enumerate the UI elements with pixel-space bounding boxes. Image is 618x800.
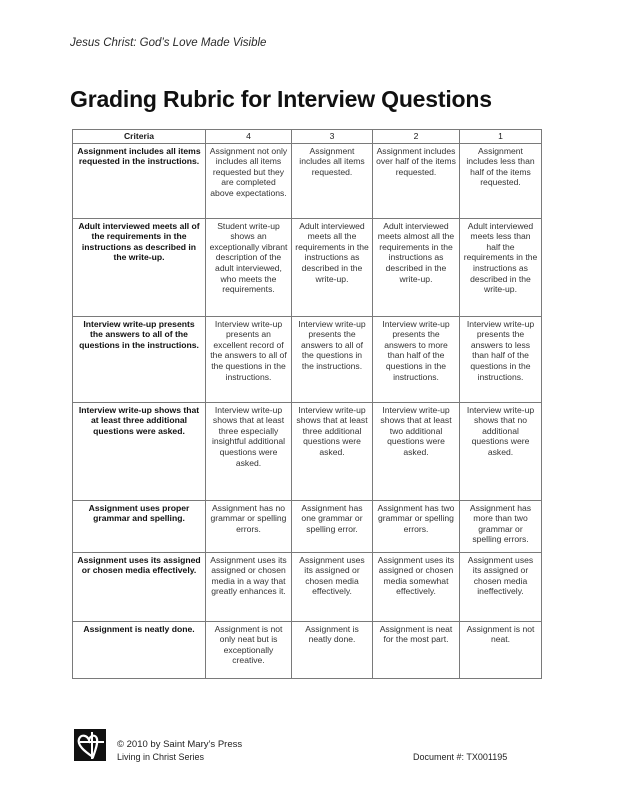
- score-1-cell: Interview write-up shows that no additional questions were asked.: [460, 402, 542, 500]
- column-header-1: 1: [460, 130, 542, 144]
- table-row: [73, 500, 542, 552]
- score-4-cell: Assignment is not only neat but is exceptionally creative.: [206, 621, 292, 678]
- score-3-cell: Assignment is neatly done.: [292, 621, 373, 678]
- heart-cross-logo-icon: [74, 729, 106, 761]
- column-header-2: 2: [373, 130, 460, 144]
- series-title: Jesus Christ: God’s Love Made Visible: [70, 37, 267, 49]
- score-4-cell: Student write-up shows an exceptionally vibrant description of the adult interviewed, who meets the requirements.: [206, 218, 292, 316]
- score-1-cell: Assignment is not neat.: [460, 621, 542, 678]
- score-4-cell: Interview write-up shows that at least three especially insightful additional questions were asked.: [206, 402, 292, 500]
- score-2-cell: Interview write-up shows that at least two additional questions were asked.: [373, 402, 460, 500]
- score-3-cell: Assignment has one grammar or spelling error.: [292, 500, 373, 552]
- score-4-cell: Assignment has no grammar or spelling errors.: [206, 500, 292, 552]
- score-1-cell: Interview write-up presents the answers to less than half of the questions in the instructions.: [460, 316, 542, 402]
- table-row: [73, 143, 542, 218]
- table-header-row: [73, 130, 542, 144]
- table-row: [73, 316, 542, 402]
- criteria-cell: Interview write-up presents the answers to all of the questions in the instructions.: [73, 316, 206, 402]
- score-3-cell: Interview write-up shows that at least three additional questions were asked.: [292, 402, 373, 500]
- table-row: [73, 621, 542, 678]
- score-3-cell: Interview write-up presents the answers to all of the questions in the instructions.: [292, 316, 373, 402]
- column-header-3: 3: [292, 130, 373, 144]
- score-2-cell: Assignment has two grammar or spelling errors.: [373, 500, 460, 552]
- score-3-cell: Assignment uses its assigned or chosen media effectively.: [292, 552, 373, 621]
- criteria-cell: Assignment is neatly done.: [73, 621, 206, 678]
- series-text: Living in Christ Series: [117, 752, 205, 762]
- score-2-cell: Assignment is neat for the most part.: [373, 621, 460, 678]
- criteria-cell: Interview write-up shows that at least three additional questions were asked.: [73, 402, 206, 500]
- score-4-cell: Assignment not only includes all items requested but they are completed above expectations.: [206, 143, 292, 218]
- page-title: Grading Rubric for Interview Questions: [70, 86, 492, 112]
- table-row: [73, 218, 542, 316]
- criteria-cell: Adult interviewed meets all of the requirements in the instructions as described in the write-up.: [73, 218, 206, 316]
- criteria-cell: Assignment includes all items requested in the instructions.: [73, 143, 206, 218]
- score-3-cell: Assignment includes all items requested.: [292, 143, 373, 218]
- rubric-table: [72, 129, 542, 679]
- document-number: Document #: TX001195: [413, 752, 508, 762]
- criteria-cell: Assignment uses proper grammar and spelling.: [73, 500, 206, 552]
- score-1-cell: Assignment includes less than half of the items requested.: [460, 143, 542, 218]
- score-1-cell: Assignment uses its assigned or chosen media ineffectively.: [460, 552, 542, 621]
- column-header-4: 4: [206, 130, 292, 144]
- score-2-cell: Interview write-up presents the answers to more than half of the questions in the instructions.: [373, 316, 460, 402]
- copyright-text: © 2010 by Saint Mary’s Press: [117, 739, 243, 750]
- score-1-cell: Assignment has more than two grammar or spelling errors.: [460, 500, 542, 552]
- score-2-cell: Assignment includes over half of the items requested.: [373, 143, 460, 218]
- criteria-cell: Assignment uses its assigned or chosen media effectively.: [73, 552, 206, 621]
- score-2-cell: Assignment uses its assigned or chosen media somewhat effectively.: [373, 552, 460, 621]
- score-4-cell: Interview write-up presents an excellent record of the answers to all of the questions in the instructions.: [206, 316, 292, 402]
- table-row: [73, 552, 542, 621]
- score-1-cell: Adult interviewed meets less than half the requirements in the instructions as described in the write-up.: [460, 218, 542, 316]
- column-header-criteria: Criteria: [73, 130, 206, 144]
- score-2-cell: Adult interviewed meets almost all the requirements in the instructions as described in the write-up.: [373, 218, 460, 316]
- score-4-cell: Assignment uses its assigned or chosen media in a way that greatly enhances it.: [206, 552, 292, 621]
- table-row: [73, 402, 542, 500]
- score-3-cell: Adult interviewed meets all the requirements in the instructions as described in the write-up.: [292, 218, 373, 316]
